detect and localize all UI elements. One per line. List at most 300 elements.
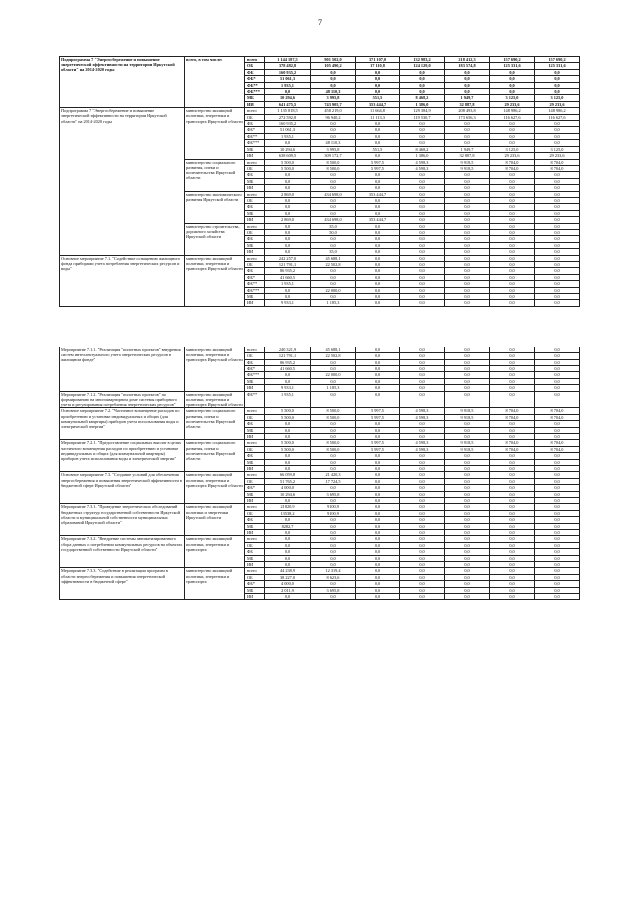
funding-source: ИИ (245, 562, 265, 568)
amount-cell: 8 704,0 (490, 159, 535, 165)
amount-cell: 1 135 818,5 (265, 108, 311, 114)
amount-cell: 0,0 (490, 268, 535, 274)
amount-cell: 0,0 (356, 133, 400, 139)
amount-cell: 9 918,5 (445, 440, 490, 446)
amount-cell: 0,0 (356, 262, 400, 268)
amount-cell: 0,0 (356, 281, 400, 287)
amount-cell: 0,0 (400, 555, 445, 561)
funding-source: МБ (245, 210, 265, 216)
amount-cell: 0,0 (400, 587, 445, 593)
funding-source: ИИ (245, 300, 265, 306)
amount-cell: 5 500,0 (265, 440, 311, 446)
amount-cell: 50,0 (311, 229, 356, 235)
amount-cell: 0,0 (356, 204, 400, 210)
amount-cell: 121 791,1 (265, 262, 311, 268)
funding-source: МБ (245, 427, 265, 433)
amount-cell: 0,0 (356, 517, 400, 523)
amount-cell: 0,0 (356, 542, 400, 548)
amount-cell: 0,0 (490, 76, 535, 82)
amount-cell: 0,0 (400, 223, 445, 229)
amount-cell: 0,0 (445, 587, 490, 593)
amount-cell: 0,0 (490, 210, 535, 216)
amount-cell: 0,0 (265, 562, 311, 568)
funding-source: ИИ (245, 217, 265, 223)
amount-cell: 0,0 (265, 204, 311, 210)
amount-cell: 3 695,8 (311, 587, 356, 593)
amount-cell: 9 918,5 (445, 159, 490, 165)
funding-source: МБ (245, 459, 265, 465)
amount-cell: 1 144 187,5 (265, 57, 311, 63)
amount-cell: 0,0 (400, 255, 445, 261)
amount-cell: 0,0 (311, 523, 356, 529)
amount-cell: 48 110,3 (311, 140, 356, 146)
amount-cell: 0,0 (445, 281, 490, 287)
amount-cell: 0,0 (400, 268, 445, 274)
amount-cell: 0,0 (356, 242, 400, 248)
amount-cell: 638 609,5 (265, 153, 311, 159)
amount-cell: 434 698,0 (311, 191, 356, 197)
amount-cell: 0,0 (490, 555, 535, 561)
amount-cell: 9100,9 (311, 504, 356, 510)
amount-cell: 240 321,9 (265, 346, 311, 352)
amount-cell: 0,0 (400, 359, 445, 365)
amount-cell: 0,0 (356, 287, 400, 293)
amount-cell: 0,0 (265, 453, 311, 459)
amount-cell: 10 294,6 (265, 95, 311, 101)
funding-source: ОБ (245, 510, 265, 516)
amount-cell: 0,0 (445, 140, 490, 146)
amount-cell: 0,0 (535, 172, 580, 178)
amount-cell: 0,0 (356, 472, 400, 478)
financing-table (59, 56, 580, 600)
amount-cell: 0,0 (535, 178, 580, 184)
amount-cell: 1 935,1 (265, 82, 311, 88)
amount-cell: 9 933,1 (265, 385, 311, 391)
amount-cell: 0,0 (490, 504, 535, 510)
amount-cell: 0,0 (311, 204, 356, 210)
program-title: Мероприятие 7.3.3. "Содействие в реализации программ в области энергосбережения и повышения энергетической эффективности в бюджетной сфере" (60, 568, 185, 600)
amount-cell: 0,0 (490, 594, 535, 600)
amount-cell: 0,0 (445, 465, 490, 471)
amount-cell: 8 704,0 (535, 414, 580, 420)
amount-cell: 0,0 (445, 372, 490, 378)
amount-cell: 0,0 (535, 574, 580, 580)
amount-cell: 0,0 (311, 421, 356, 427)
program-title: Мероприятие 7.2.1. "Предоставление социальных выплат в целях частичного возмещения расходов по приобретению и установке индивидуальных и общих (для коммунальной квартиры) приборов учета использования воды и электрической энергии" (60, 440, 185, 472)
amount-cell: 0,0 (400, 229, 445, 235)
amount-cell: 0,0 (535, 385, 580, 391)
amount-cell: 0,0 (265, 433, 311, 439)
amount-cell: 0,0 (400, 372, 445, 378)
amount-cell: 0,0 (535, 517, 580, 523)
amount-cell: 0,0 (400, 217, 445, 223)
amount-cell: 0,0 (535, 359, 580, 365)
amount-cell: 0,0 (356, 346, 400, 352)
amount-cell: 0,0 (311, 133, 356, 139)
amount-cell: 0,0 (311, 517, 356, 523)
amount-cell: 0,0 (490, 255, 535, 261)
amount-cell: 3 995,8 (311, 146, 356, 152)
amount-cell: 1 949,7 (445, 146, 490, 152)
amount-cell: 0,0 (445, 517, 490, 523)
funding-source: всего (245, 472, 265, 478)
funding-source: ФБ** (245, 133, 265, 139)
amount-cell: 0,0 (400, 178, 445, 184)
amount-cell: 0,0 (356, 236, 400, 242)
amount-cell: 0,0 (400, 76, 445, 82)
amount-cell: 8 500,0 (311, 446, 356, 452)
amount-cell: 0,0 (400, 274, 445, 280)
amount-cell: 0,0 (400, 510, 445, 516)
amount-cell: 353 444,7 (356, 191, 400, 197)
amount-cell: 86 935,2 (265, 359, 311, 365)
amount-cell: 0,0 (535, 504, 580, 510)
table-row (60, 391, 580, 408)
amount-cell: 0,0 (400, 89, 445, 95)
amount-cell: 0,0 (311, 594, 356, 600)
amount-cell: 0,0 (445, 294, 490, 300)
amount-cell: 0,0 (445, 191, 490, 197)
amount-cell: 0,0 (490, 140, 535, 146)
amount-cell: 160 935,2 (265, 69, 311, 75)
amount-cell: 0,0 (400, 497, 445, 503)
amount-cell: 0,0 (490, 353, 535, 359)
amount-cell: 0,0 (265, 372, 311, 378)
amount-cell: 51 061,3 (265, 76, 311, 82)
amount-cell: 0,0 (535, 353, 580, 359)
amount-cell: 0,0 (265, 542, 311, 548)
amount-cell: 0,0 (535, 281, 580, 287)
amount-cell: 0,0 (400, 581, 445, 587)
amount-cell: 0,0 (356, 359, 400, 365)
amount-cell: 0,0 (400, 140, 445, 146)
amount-cell: 0,0 (535, 300, 580, 306)
amount-cell: 8 704,0 (535, 408, 580, 414)
funding-source: ИИ (245, 249, 265, 255)
amount-cell: 11 113,3 (356, 114, 400, 120)
amount-cell: 0,0 (265, 249, 311, 255)
amount-cell: 0,0 (311, 459, 356, 465)
funding-source: ФБ (245, 204, 265, 210)
amount-cell: 0,0 (490, 223, 535, 229)
amount-cell: 0,0 (445, 530, 490, 536)
amount-cell: 0,0 (535, 274, 580, 280)
funding-source: ОБ (245, 229, 265, 235)
amount-cell: 148 986,2 (535, 108, 580, 114)
amount-cell: 0,0 (445, 121, 490, 127)
amount-cell: 0,0 (311, 197, 356, 203)
amount-cell: 4 000,0 (265, 485, 311, 491)
program-title: Мероприятие 7.3.1. "Проведение энергетических обследований бюджетных структур государственной собственности Иркутской области и муниципальной собственности муниципальных образований Иркутской области" (60, 504, 185, 536)
amount-cell: 5 997,5 (356, 414, 400, 420)
amount-cell: 0,0 (400, 346, 445, 352)
amount-cell: 4 598,3 (400, 159, 445, 165)
amount-cell: 0,0 (490, 262, 535, 268)
funding-source: ФБ* (245, 127, 265, 133)
amount-cell: 0,0 (400, 69, 445, 75)
amount-cell: 0,0 (356, 294, 400, 300)
amount-cell: 218 412,3 (445, 57, 490, 63)
amount-cell: 0,0 (535, 536, 580, 542)
amount-cell: 0,0 (490, 242, 535, 248)
amount-cell: 0,0 (311, 536, 356, 542)
amount-cell: 0,0 (265, 427, 311, 433)
amount-cell: 0,0 (490, 497, 535, 503)
amount-cell: 0,0 (400, 287, 445, 293)
funding-source: МБ (245, 378, 265, 384)
responsible-executor: министерство жилищной политики, энергетики и транспорта Иркутской области (185, 255, 245, 306)
amount-cell: 0,0 (265, 497, 311, 503)
amount-cell: 0,0 (356, 229, 400, 235)
amount-cell: 0,0 (265, 530, 311, 536)
amount-cell: 0,0 (400, 472, 445, 478)
amount-cell: 1 386,0 (400, 153, 445, 159)
amount-cell: 0,0 (490, 346, 535, 352)
amount-cell: 0,0 (265, 517, 311, 523)
amount-cell: 0,0 (356, 427, 400, 433)
amount-cell: 0,0 (356, 249, 400, 255)
amount-cell: 0,0 (445, 485, 490, 491)
amount-cell: 0,0 (356, 581, 400, 587)
amount-cell: 0,0 (445, 268, 490, 274)
amount-cell: 124 129,0 (400, 63, 445, 69)
funding-source: ИИ (245, 530, 265, 536)
amount-cell: 0,0 (356, 300, 400, 306)
amount-cell: 0,0 (311, 76, 356, 82)
funding-source: ОБ (245, 542, 265, 548)
funding-source: ОБ (245, 414, 265, 420)
responsible-executor: министерство жилищной политики, энергетики и транспорта Иркутской области (185, 108, 245, 159)
amount-cell: 0,0 (490, 185, 535, 191)
amount-cell: 0,0 (490, 510, 535, 516)
amount-cell: 8282,7 (265, 523, 311, 529)
amount-cell: 9 918,5 (445, 408, 490, 414)
amount-cell: 0,0 (311, 427, 356, 433)
amount-cell: 0,0 (400, 366, 445, 372)
amount-cell: 0,0 (311, 542, 356, 548)
funding-source: ФБ*** (245, 89, 265, 95)
amount-cell: 0,0 (535, 229, 580, 235)
amount-cell: 0,0 (445, 287, 490, 293)
amount-cell: 0,0 (311, 69, 356, 75)
amount-cell: 0,0 (311, 185, 356, 191)
amount-cell: 0,0 (311, 530, 356, 536)
amount-cell: 0,0 (445, 391, 490, 408)
amount-cell: 0,0 (356, 530, 400, 536)
amount-cell: 22 000,0 (311, 287, 356, 293)
amount-cell: 353 444,7 (356, 101, 400, 107)
amount-cell: 0,0 (265, 185, 311, 191)
amount-cell: 66 059,8 (265, 472, 311, 478)
amount-cell: 8 704,0 (490, 440, 535, 446)
amount-cell: 4 598,3 (400, 165, 445, 171)
amount-cell: 0,0 (445, 82, 490, 88)
amount-cell: 0,0 (490, 249, 535, 255)
amount-cell: 4 598,3 (400, 446, 445, 452)
amount-cell: 0,0 (400, 133, 445, 139)
amount-cell: 8 468,2 (400, 95, 445, 101)
amount-cell: 0,0 (400, 236, 445, 242)
amount-cell: 8 704,0 (535, 165, 580, 171)
amount-cell: 0,0 (311, 497, 356, 503)
amount-cell: 1 185,3 (311, 300, 356, 306)
amount-cell: 9 918,5 (445, 414, 490, 420)
amount-cell: 4 000,0 (265, 581, 311, 587)
amount-cell: 0,0 (265, 210, 311, 216)
amount-cell: 0,0 (265, 178, 311, 184)
amount-cell: 0,0 (400, 378, 445, 384)
funding-source: всего (245, 440, 265, 446)
amount-cell: 41 660,5 (265, 274, 311, 280)
funding-source: всего (245, 408, 265, 414)
amount-cell: 183 574,8 (445, 63, 490, 69)
amount-cell: 35,0 (311, 223, 356, 229)
amount-cell: 0,0 (311, 236, 356, 242)
amount-cell: 0,0 (490, 281, 535, 287)
amount-cell: 0,0 (490, 82, 535, 88)
amount-cell: 0,0 (311, 359, 356, 365)
amount-cell: 242 257,0 (265, 255, 311, 261)
amount-cell: 0,0 (356, 549, 400, 555)
amount-cell: 21 420,3 (311, 472, 356, 478)
amount-cell: 0,0 (400, 536, 445, 542)
amount-cell: 0,0 (490, 453, 535, 459)
amount-cell: 0,0 (445, 555, 490, 561)
amount-cell: 51 061,3 (265, 127, 311, 133)
amount-cell: 0,0 (490, 300, 535, 306)
funding-source: ФБ (245, 359, 265, 365)
amount-cell: 0,0 (490, 69, 535, 75)
amount-cell: 0,0 (445, 568, 490, 574)
amount-cell: 5 997,5 (356, 165, 400, 171)
amount-cell: 3 125,0 (490, 146, 535, 152)
amount-cell: 0,0 (400, 568, 445, 574)
amount-cell: 0,0 (400, 562, 445, 568)
responsible-executor: всего, в том числе: (185, 57, 245, 108)
program-title: Основное мероприятие 7.2. "Частичное возмещение расходов по приобретению и установке индивидуальных и общих (для коммунальной квартиры) приборов учета использования воды и электрической энергии" (60, 408, 185, 440)
amount-cell: 1 185,3 (311, 385, 356, 391)
funding-source: ИИ (245, 594, 265, 600)
amount-cell: 0,0 (490, 197, 535, 203)
amount-cell: 0,0 (311, 581, 356, 587)
amount-cell: 0,0 (445, 133, 490, 139)
amount-cell: 0,0 (311, 281, 356, 287)
amount-cell: 8 500,0 (311, 159, 356, 165)
amount-cell: 0,0 (490, 172, 535, 178)
amount-cell: 29 233,6 (535, 101, 580, 107)
amount-cell: 0,0 (265, 89, 311, 95)
amount-cell: 0,0 (356, 465, 400, 471)
amount-cell: 0,0 (445, 229, 490, 235)
amount-cell: 32 887,8 (445, 153, 490, 159)
amount-cell: 0,0 (490, 127, 535, 133)
page-number: 7 (318, 18, 322, 27)
funding-source: ИИ (245, 497, 265, 503)
amount-cell: 434 698,0 (311, 217, 356, 223)
amount-cell: 0,0 (400, 204, 445, 210)
amount-cell: 8 704,0 (490, 414, 535, 420)
amount-cell: 17 724,5 (311, 478, 356, 484)
amount-cell: 0,0 (356, 587, 400, 593)
amount-cell: 0,0 (445, 510, 490, 516)
amount-cell: 125 331,6 (535, 63, 580, 69)
amount-cell: 0,0 (535, 391, 580, 408)
amount-cell: 0,0 (356, 504, 400, 510)
amount-cell: 0,0 (265, 465, 311, 471)
amount-cell: 0,0 (400, 542, 445, 548)
funding-source: ИИ (245, 185, 265, 191)
amount-cell: 0,0 (490, 542, 535, 548)
amount-cell: 0,0 (490, 236, 535, 242)
amount-cell: 0,0 (535, 121, 580, 127)
amount-cell: 0,0 (445, 217, 490, 223)
funding-source: ФБ (245, 69, 265, 75)
amount-cell: 378 482,8 (265, 63, 311, 69)
amount-cell: 0,0 (265, 421, 311, 427)
amount-cell: 0,0 (400, 574, 445, 580)
funding-source: ОБ (245, 262, 265, 268)
amount-cell: 0,0 (490, 178, 535, 184)
program-title: Подпрограмма 7 "Энергосбережение и повышение энергетической эффективности на территории Иркутской области" на 2014-2020 годы (60, 108, 185, 255)
amount-cell: 0,0 (265, 242, 311, 248)
amount-cell: 551,5 (356, 95, 400, 101)
amount-cell: 0,0 (490, 478, 535, 484)
amount-cell: 0,0 (356, 255, 400, 261)
amount-cell: 5 997,5 (356, 159, 400, 165)
amount-cell: 0,0 (535, 82, 580, 88)
amount-cell: 0,0 (535, 581, 580, 587)
funding-source: ИИ (245, 385, 265, 391)
amount-cell: 121 791,1 (265, 353, 311, 359)
amount-cell: 0,0 (535, 497, 580, 503)
amount-cell: 0,0 (445, 262, 490, 268)
amount-cell: 8 468,2 (400, 146, 445, 152)
amount-cell: 0,0 (311, 378, 356, 384)
amount-cell: 0,0 (535, 510, 580, 516)
amount-cell: 0,0 (445, 185, 490, 191)
amount-cell: 0,0 (445, 542, 490, 548)
funding-source: МБ (245, 523, 265, 529)
amount-cell: 0,0 (445, 574, 490, 580)
funding-source: всего (245, 346, 265, 352)
amount-cell: 2 869,0 (265, 191, 311, 197)
amount-cell: 0,0 (356, 421, 400, 427)
amount-cell: 5 500,0 (265, 414, 311, 420)
amount-cell: 22 000,0 (311, 372, 356, 378)
amount-cell: 353 444,7 (356, 217, 400, 223)
amount-cell: 0,0 (535, 204, 580, 210)
amount-cell: 0,0 (356, 353, 400, 359)
amount-cell: 8 704,0 (490, 165, 535, 171)
amount-cell: 0,0 (445, 255, 490, 261)
amount-cell: 0,0 (490, 530, 535, 536)
amount-cell: 48 110,3 (311, 89, 356, 95)
amount-cell: 0,0 (535, 217, 580, 223)
amount-cell: 0,0 (356, 478, 400, 484)
amount-cell: 0,0 (265, 378, 311, 384)
amount-cell: 5 997,5 (356, 446, 400, 452)
amount-cell: 0,0 (356, 274, 400, 280)
amount-cell: 0,0 (311, 453, 356, 459)
amount-cell: 0,0 (445, 204, 490, 210)
funding-source: всего (245, 108, 265, 114)
amount-cell: 0,0 (445, 236, 490, 242)
amount-cell: 2 869,0 (265, 217, 311, 223)
amount-cell: 0,0 (356, 76, 400, 82)
amount-cell: 0,0 (400, 300, 445, 306)
funding-source: ФБ (245, 517, 265, 523)
amount-cell: 0,0 (535, 530, 580, 536)
